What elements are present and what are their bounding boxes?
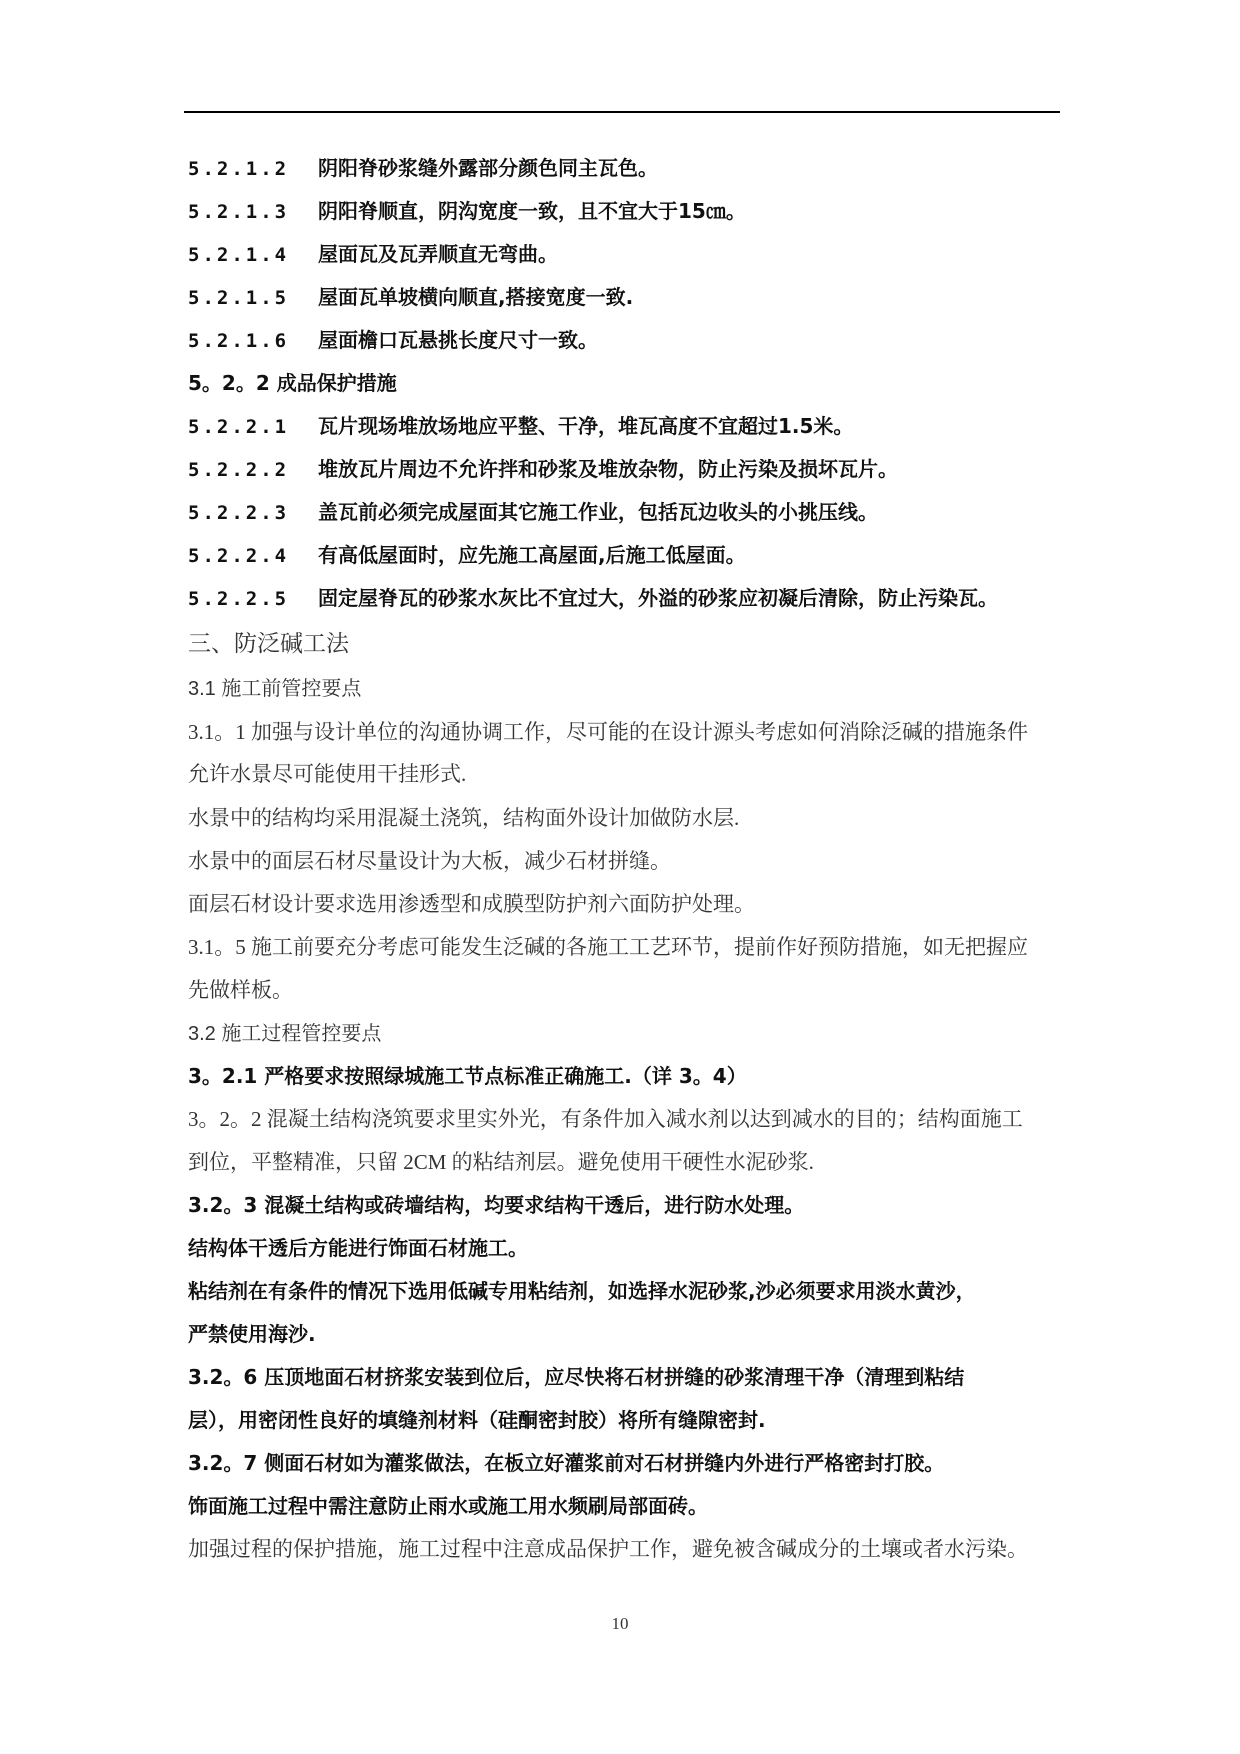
item-text: 有高低屋面时，应先施工高屋面,后施工低屋面。 xyxy=(318,543,746,567)
item-text: 阴阳脊砂浆缝外露部分颜色同主瓦色。 xyxy=(318,156,658,180)
page-number: 10 xyxy=(611,1614,629,1633)
list-item xyxy=(188,410,853,439)
list-item xyxy=(188,453,898,482)
subsection-title-3-1: 3.1 施工前管控要点 xyxy=(188,678,362,700)
paragraph-line: 面层石材设计要求选用渗透型和成膜型防护剂六面防护处理。 xyxy=(188,892,755,916)
paragraph-line: 3.2。7 侧面石材如为灌浆做法，在板立好灌浆前对石材拼缝内外进行严格密封打胶。 xyxy=(188,1451,945,1475)
paragraph-line: 3.1。1 加强与设计单位的沟通协调工作，尽可能的在设计源头考虑如何消除泛碱的措施条件 xyxy=(188,720,1028,744)
list-item xyxy=(188,152,658,181)
list-item xyxy=(188,195,746,224)
item-text: 盖瓦前必须完成屋面其它施工作业，包括瓦边收头的小挑压线。 xyxy=(318,500,878,524)
item-text: 屋面檐口瓦悬挑长度尺寸一致。 xyxy=(318,328,598,352)
paragraph-line: 到位，平整精准，只留 2CM 的粘结剂层。避免使用干硬性水泥砂浆. xyxy=(188,1150,814,1174)
item-number: 5.2.1.2 xyxy=(188,158,290,180)
paragraph-line: 水景中的面层石材尽量设计为大板，减少石材拼缝。 xyxy=(188,849,671,873)
paragraph-line: 3.2。3 混凝土结构或砖墙结构，均要求结构干透后，进行防水处理。 xyxy=(188,1193,805,1217)
paragraph-line: 3。2.1 严格要求按照绿城施工节点标准正确施工.（详 3。4） xyxy=(188,1064,747,1088)
item-number: 5.2.2.1 xyxy=(188,416,290,438)
paragraph-line: 严禁使用海沙. xyxy=(188,1322,316,1346)
list-item xyxy=(188,281,633,310)
list-item xyxy=(188,539,746,568)
item-number: 5.2.2.4 xyxy=(188,545,290,567)
list-item xyxy=(188,324,598,353)
paragraph-line: 3.1。5 施工前要充分考虑可能发生泛碱的各施工工艺环节，提前作好预防措施，如无把握应 xyxy=(188,935,1028,959)
paragraph-line: 3.2。6 压顶地面石材挤浆安装到位后，应尽快将石材拼缝的砂浆清理干净（清理到粘结 xyxy=(188,1365,965,1389)
paragraph-line: 先做样板。 xyxy=(188,978,293,1002)
paragraph-line: 粘结剂在有条件的情况下选用低碱专用粘结剂，如选择水泥砂浆,沙必须要求用淡水黄沙， xyxy=(188,1279,976,1303)
header-rule xyxy=(184,111,1060,113)
item-number: 5.2.1.6 xyxy=(188,330,290,352)
item-text: 阴阳脊顺直，阴沟宽度一致，且不宜大于15㎝。 xyxy=(318,199,746,223)
paragraph-line: 层），用密闭性良好的填缝剂材料（硅酮密封胶）将所有缝隙密封. xyxy=(188,1408,766,1432)
list-item xyxy=(188,496,878,525)
item-text: 固定屋脊瓦的砂浆水灰比不宜过大，外溢的砂浆应初凝后清除，防止污染瓦。 xyxy=(318,586,998,610)
item-number: 5.2.2.3 xyxy=(188,502,290,524)
item-text: 堆放瓦片周边不允许拌和砂浆及堆放杂物，防止污染及损坏瓦片。 xyxy=(318,457,898,481)
item-text: 屋面瓦单坡横向顺直,搭接宽度一致. xyxy=(318,285,634,309)
section-heading-5-2-2: 5。2。2 成品保护措施 xyxy=(188,371,397,395)
paragraph-line: 加强过程的保护措施，施工过程中注意成品保护工作，避免被含碱成分的土壤或者水污染。 xyxy=(188,1537,1028,1561)
item-number: 5.2.2.5 xyxy=(188,588,290,610)
item-number: 5.2.2.2 xyxy=(188,459,290,481)
item-text: 屋面瓦及瓦弄顺直无弯曲。 xyxy=(318,242,558,266)
item-number: 5.2.1.5 xyxy=(188,287,290,309)
paragraph-line: 允许水景尽可能使用干挂形式. xyxy=(188,762,467,786)
paragraph-line: 结构体干透后方能进行饰面石材施工。 xyxy=(188,1236,528,1260)
paragraph-line: 水景中的结构均采用混凝土浇筑，结构面外设计加做防水层. xyxy=(188,806,740,830)
item-number: 5.2.1.3 xyxy=(188,201,290,223)
list-item xyxy=(188,238,558,267)
paragraph-line: 3。2。2 混凝土结构浇筑要求里实外光，有条件加入减水剂以达到减水的目的；结构面施工 xyxy=(188,1107,1023,1131)
list-item xyxy=(188,582,998,611)
item-text: 瓦片现场堆放场地应平整、干净，堆瓦高度不宜超过1.5米。 xyxy=(318,414,854,438)
paragraph-line: 饰面施工过程中需注意防止雨水或施工用水频刷局部面砖。 xyxy=(188,1494,708,1518)
item-number: 5.2.1.4 xyxy=(188,244,290,266)
section-title: 三、防泛碱工法 xyxy=(188,631,349,656)
subsection-title-3-2: 3.2 施工过程管控要点 xyxy=(188,1023,382,1045)
